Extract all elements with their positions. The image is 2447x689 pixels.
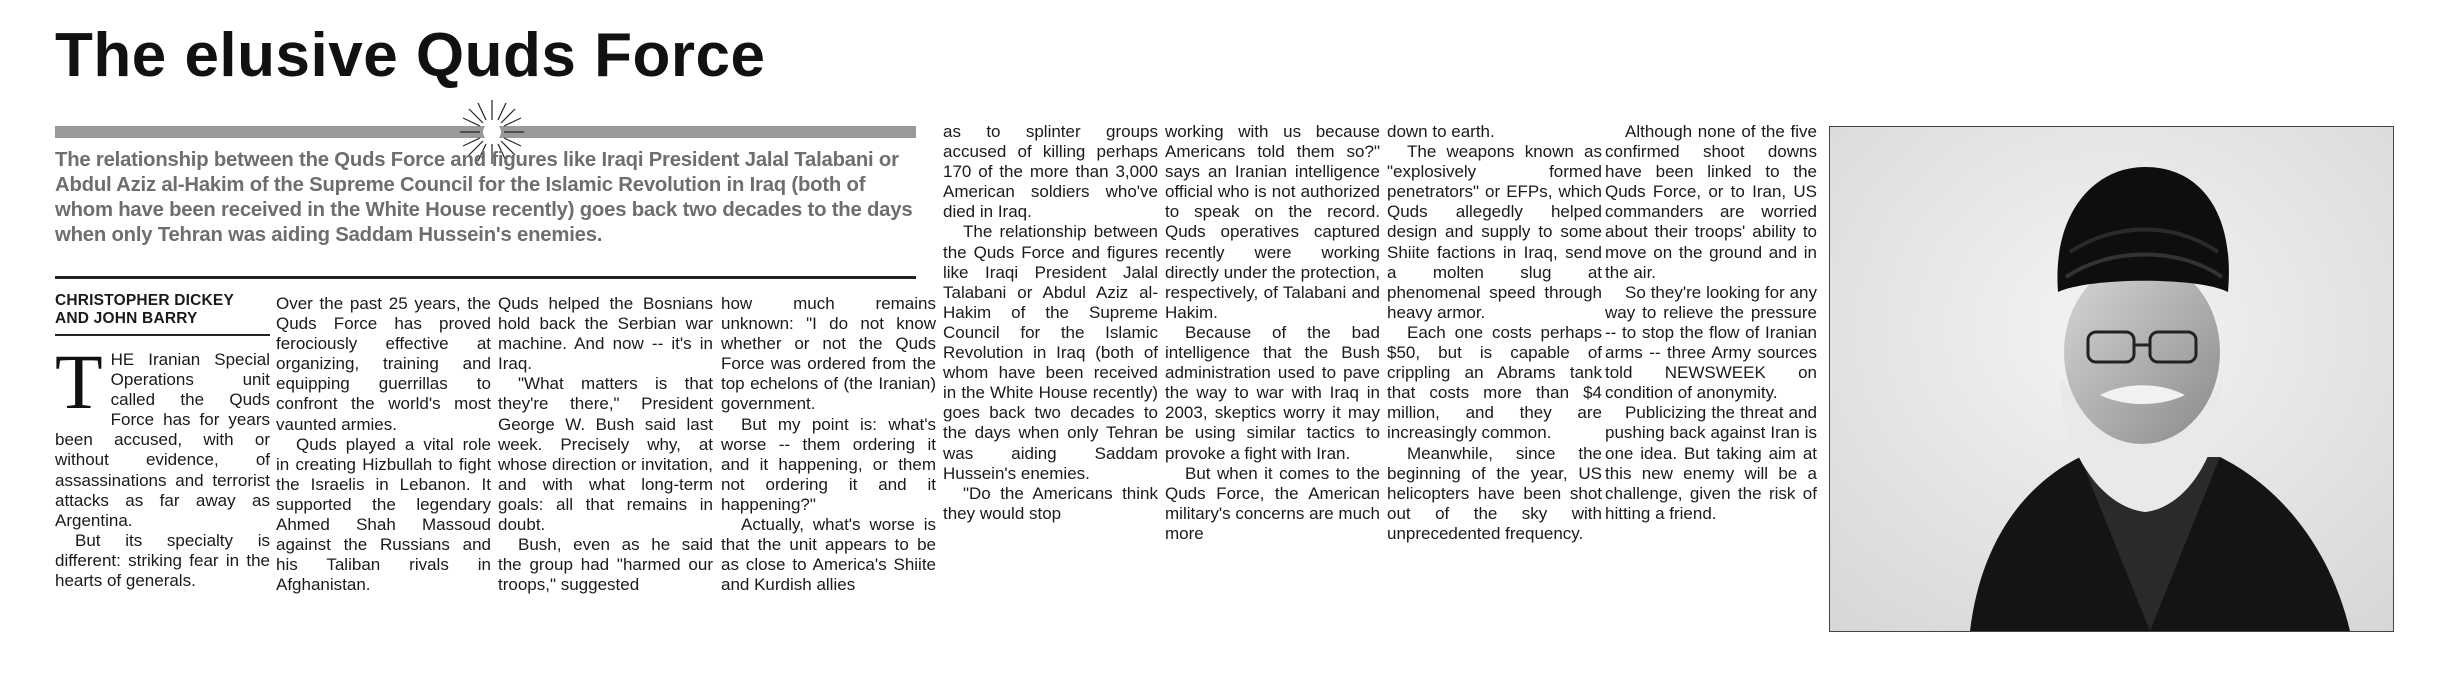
byline <box>55 292 270 328</box>
column-4-paragraph-2: But my point is: what's worse -- them ordering it and it happening, or them not ordering it and it happening?" <box>721 414 936 514</box>
lead-paragraph <box>55 338 270 531</box>
column-6-paragraph-1: working with us because Americans told them so?" says an Iranian intelligence official who is not authorized to speak on the record. Quds operatives captured recently were working directly under the protection, respectively, of Talabani and Hakim. <box>1165 122 1380 322</box>
column-1-paragraph-1-text: HE Iranian Special Operations unit called the Quds Force has for years been accused, with or without evidence, of assassinations and terrorist attacks as far away as Argentina. <box>55 350 270 530</box>
column-8-paragraph-3: Publicizing the threat and pushing back against Iran is one idea. But taking aim at this new enemy will be a challenge, given the risk of hitting a friend. <box>1605 403 1817 523</box>
column-5-paragraph-3: "Do the Americans think they would stop <box>943 483 1158 523</box>
byline-rule <box>55 334 270 336</box>
portrait-photo-icon <box>1830 127 2393 631</box>
column-6-paragraph-2: Because of the bad intelligence that the Bush administration used to pave the way to war with Iraq in 2003, skeptics worry it may be using similar tactics to provoke a fight with Iran. <box>1165 322 1380 463</box>
article-column-8 <box>1605 122 1817 524</box>
column-3-paragraph-2: "What matters is that they're there," President George W. Bush said last week. Precisely why, at whose direction or invitation, and with what long-term goals: all that remains in doubt. <box>498 374 713 535</box>
portrait-photo <box>1829 126 2394 632</box>
column-5-paragraph-1: as to splinter groups accused of killing perhaps 170 of the more than 3,000 American soldiers who've died in Iraq. <box>943 122 1158 222</box>
column-4-paragraph-1: how much remains unknown: "I do not know whether or not the Quds Force was ordered from the top echelons of (the Iranian) government. <box>721 294 936 414</box>
article-column-3 <box>498 294 713 595</box>
column-4-paragraph-3: Actually, what's worse is that the unit appears to be as close to America's Shiite and Kurdish allies <box>721 515 936 595</box>
headline: The elusive Quds Force <box>55 21 766 90</box>
article-column-2 <box>276 294 491 595</box>
column-3-paragraph-1: Quds helped the Bosnians hold back the Serbian war machine. And now -- it's in Iraq. <box>498 294 713 374</box>
column-8-paragraph-1: Although none of the five confirmed shoot downs have been linked to the Quds Force, or to Iran, US commanders are worried about their troops' ability to move on the ground and in the air. <box>1605 122 1817 282</box>
article-column-5 <box>943 122 1158 524</box>
column-7-paragraph-3: Each one costs perhaps $50, but is capable of crippling an Abrams tank that costs more than $4 million, and they are increasingly common. <box>1387 322 1602 443</box>
column-7-paragraph-2: The weapons known as "explosively formed penetrators" or EFPs, which Quds allegedly helped design and supply to some Shiite factions in Iraq, send a molten slug at phenomenal speed through heavy armor. <box>1387 142 1602 322</box>
article-column-1 <box>55 292 270 591</box>
article-column-4 <box>721 294 936 595</box>
column-1-paragraph-2: But its specialty is different: striking fear in the hearts of generals. <box>55 530 270 591</box>
drop-cap: T <box>55 338 103 425</box>
column-5-paragraph-2: The relationship between the Quds Force and figures like Iraqi President Jalal Talabani or Abdul Aziz al-Hakim of the Supreme Council for the Islamic Revolution in Iraq (both of whom have been received in the White House recently) goes back two decades to the days when only Tehran was aiding Saddam Hussein's enemies. <box>943 222 1158 483</box>
deck-summary: The relationship between the Quds Force and figures like Iraqi President Jalal Talabani or Abdul Aziz al-Hakim of the Supreme Council for the Islamic Revolution in Iraq (both of whom have been received in the White House recently) goes back two decades to the days when only Tehran was aiding Saddam Hussein's enemies. <box>55 149 913 246</box>
column-8-paragraph-2: So they're looking for any way to relieve the pressure -- to stop the flow of Iranian arms -- three Army sources told NEWSWEEK on condition of anonymity. <box>1605 282 1817 403</box>
byline-author-2: AND JOHN BARRY <box>55 310 198 327</box>
article-column-7 <box>1387 122 1602 544</box>
column-3-paragraph-3: Bush, even as he said the group had "harmed our troops," suggested <box>498 535 713 595</box>
column-2-paragraph-1: Over the past 25 years, the Quds Force has proved ferociously effective at organizing, training and equipping guerrillas to confront the world's most vaunted armies. <box>276 294 491 434</box>
column-7-paragraph-4: Meanwhile, since the beginning of the year, US helicopters have been shot out of the sky with unprecedented frequency. <box>1387 443 1602 543</box>
article-column-6 <box>1165 122 1380 544</box>
column-6-paragraph-3: But when it comes to the Quds Force, the American military's concerns are much more <box>1165 463 1380 543</box>
column-7-paragraph-1: down to earth. <box>1387 122 1495 141</box>
deck-bottom-rule <box>55 276 916 279</box>
column-2-paragraph-2: Quds played a vital role in creating Hizbullah to fight the Israelis in Lebanon. It supported the legendary Ahmed Shah Massoud against the Russians and his Taliban rivals in Afghanistan. <box>276 434 491 595</box>
byline-author-1: CHRISTOPHER DICKEY <box>55 292 235 309</box>
